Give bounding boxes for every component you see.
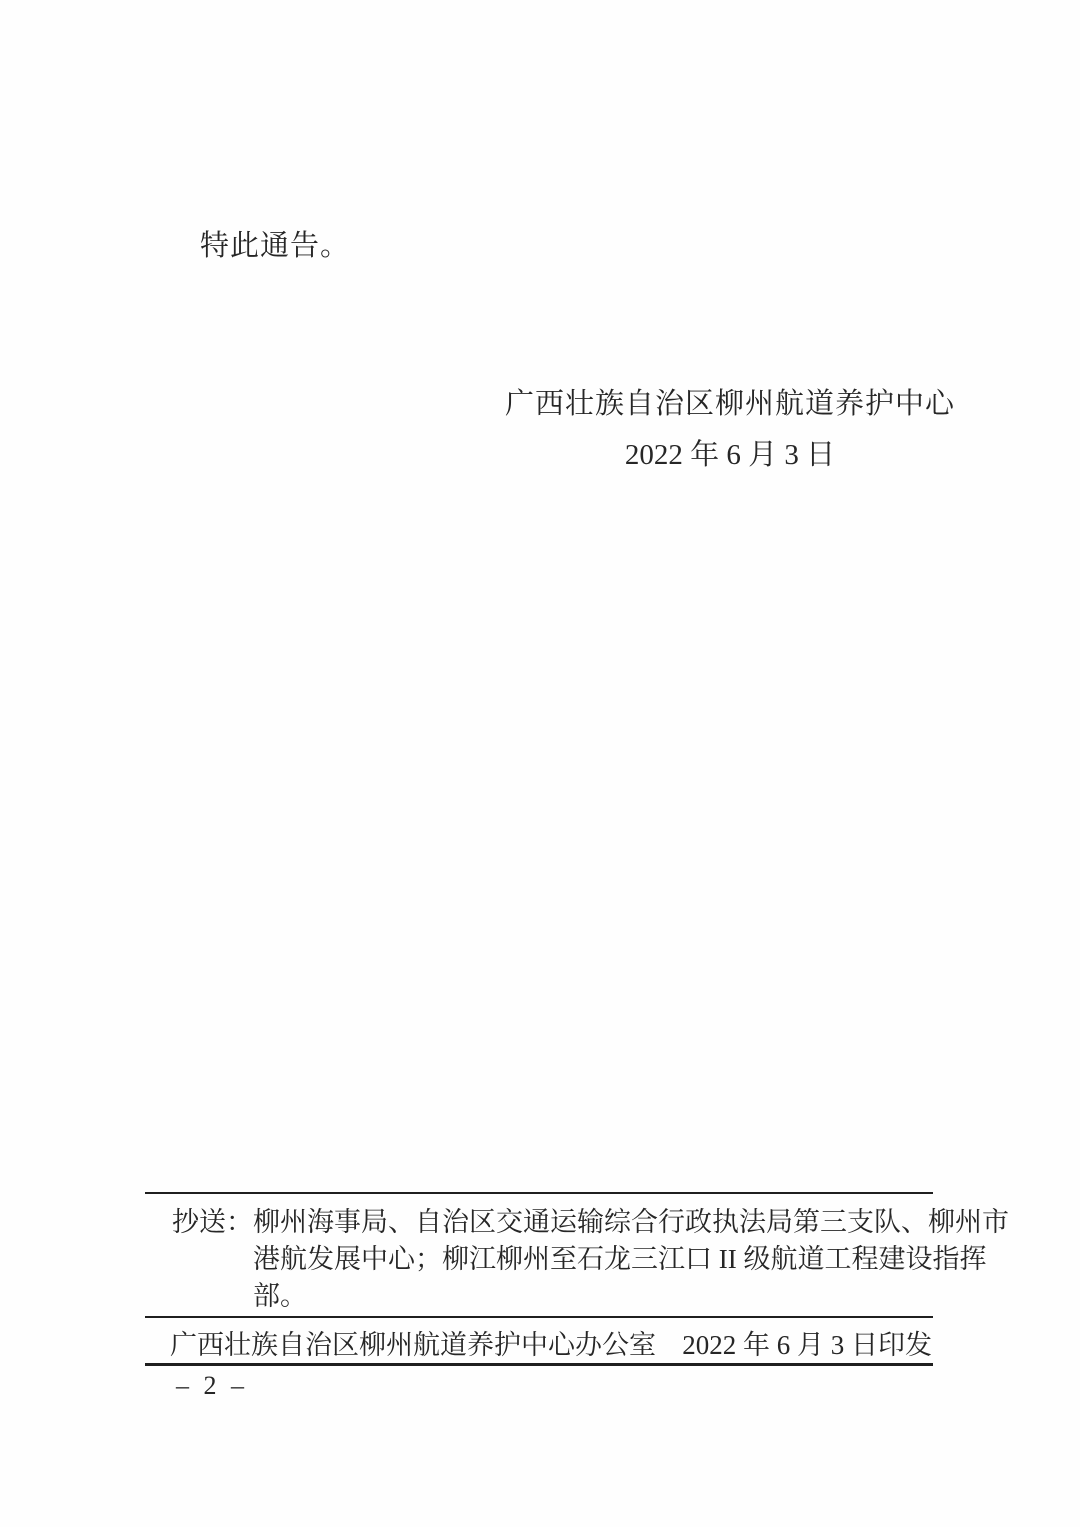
footer-divider-middle bbox=[145, 1316, 933, 1318]
footer-divider-top bbox=[145, 1192, 933, 1194]
cc-label: 抄送： bbox=[172, 1207, 253, 1237]
print-date: 2022 年 6 月 3 日印发 bbox=[682, 1330, 932, 1360]
cc-block bbox=[172, 1204, 1009, 1315]
page-number: – 2 – bbox=[176, 1371, 248, 1400]
issuing-row bbox=[170, 1329, 932, 1361]
cc-line-2: 港航发展中心；柳江柳州至石龙三江口 II 级航道工程建设指挥 bbox=[253, 1244, 987, 1274]
signature-block bbox=[505, 386, 955, 472]
signature-date: 2022 年 6 月 3 日 bbox=[624, 439, 836, 471]
closing-phrase: 特此通告。 bbox=[200, 230, 351, 262]
cc-line-1: 柳州海事局、自治区交通运输综合行政执法局第三支队、柳州市 bbox=[253, 1207, 1009, 1237]
issuing-office: 广西壮族自治区柳州航道养护中心办公室 bbox=[170, 1330, 656, 1360]
cc-recipients bbox=[253, 1204, 1009, 1315]
footer-divider-bottom bbox=[145, 1363, 933, 1366]
cc-line-3: 部。 bbox=[253, 1281, 307, 1311]
issuer-name: 广西壮族自治区柳州航道养护中心 bbox=[505, 388, 956, 420]
